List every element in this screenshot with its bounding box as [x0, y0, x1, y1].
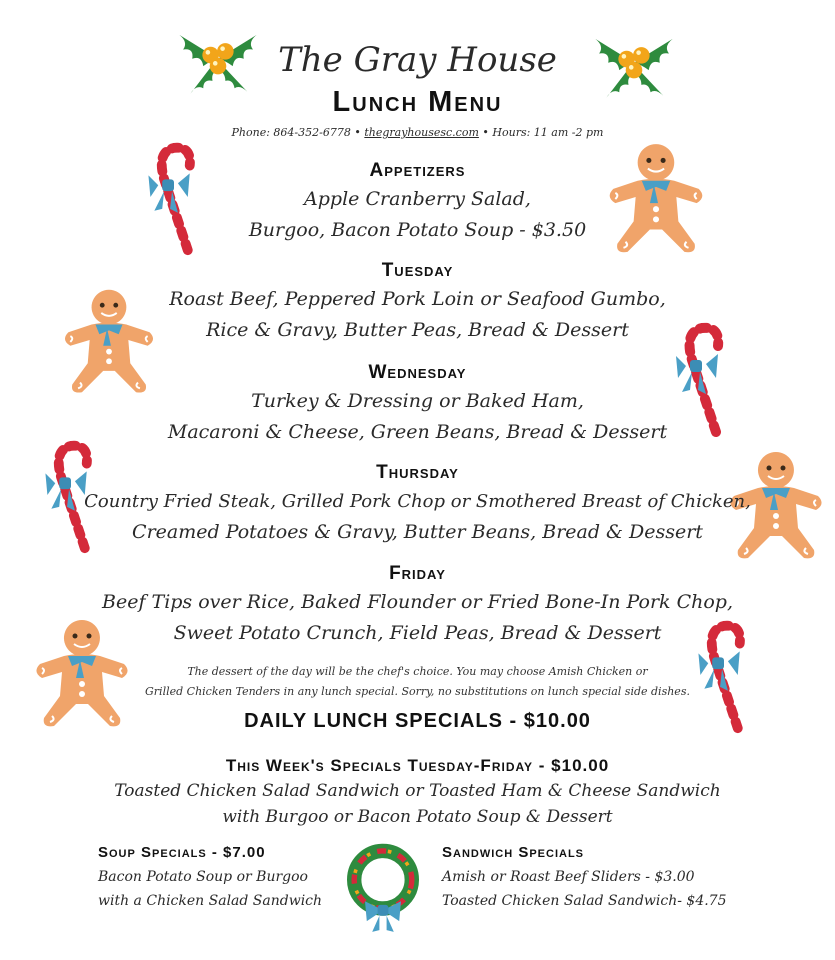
appetizers-line-2: Burgoo, Bacon Potato Soup - $3.50 [248, 219, 587, 241]
wednesday-line-1: Turkey & Dressing or Baked Ham, [251, 390, 584, 412]
wednesday-heading: Wednesday [368, 362, 467, 383]
dessert-note-line-1: The dessert of the day will be the chef's choice. You may choose Amish Chicken or [187, 665, 648, 678]
soup-specials-line-1: Bacon Potato Soup or Burgoo [98, 869, 308, 885]
appetizers-line-1: Apple Cranberry Salad, [304, 188, 531, 210]
friday-heading: Friday [389, 563, 446, 584]
friday-line-2: Sweet Potato Crunch, Field Peas, Bread & Dessert [173, 622, 662, 644]
weekly-specials-line-2: with Burgoo or Bacon Potato Soup & Dessert [222, 807, 613, 827]
bullet-icon: • [354, 126, 361, 139]
thursday-line-2: Creamed Potatoes & Gravy, Butter Beans, Bread & Dessert [132, 521, 703, 543]
daily-specials-heading: DAILY LUNCH SPECIALS - $10.00 [244, 710, 591, 732]
menu-title: The Gray House [278, 40, 557, 80]
website-link[interactable]: thegrayhousesc.com [364, 126, 479, 139]
sandwich-specials-heading: Sandwich Specials [442, 844, 585, 861]
bullet-icon: • [482, 126, 489, 139]
tuesday-line-2: Rice & Gravy, Butter Peas, Bread & Dessert [206, 319, 629, 341]
phone-text: Phone: 864-352-6778 [231, 126, 351, 139]
wednesday-line-2: Macaroni & Cheese, Green Beans, Bread & Dessert [167, 421, 668, 443]
wreath-icon [338, 836, 428, 936]
appetizers-heading: Appetizers [369, 160, 466, 181]
hours-text: Hours: 11 am -2 pm [492, 126, 604, 139]
weekly-specials-line-1: Toasted Chicken Salad Sandwich or Toasted Ham & Cheese Sandwich [114, 781, 721, 801]
thursday-line-1: Country Fried Steak, Grilled Pork Chop or Smothered Breast of Chicken, [84, 491, 751, 512]
menu-subtitle: Lunch Menu [332, 86, 503, 118]
friday-line-1: Beef Tips over Rice, Baked Flounder or Fried Bone-In Pork Chop, [102, 591, 733, 613]
dessert-note-line-2: Grilled Chicken Tenders in any lunch special. Sorry, no substitutions on lunch special side dishes. [145, 685, 690, 698]
soup-specials-line-2: with a Chicken Salad Sandwich [98, 893, 323, 909]
soup-specials-heading: Soup Specials - $7.00 [98, 844, 266, 861]
weekly-specials-heading: This Week's Specials Tuesday-Friday - $10.00 [225, 756, 610, 775]
sandwich-specials-line-1: Amish or Roast Beef Sliders - $3.00 [442, 869, 695, 885]
tuesday-heading: Tuesday [381, 260, 454, 281]
thursday-heading: Thursday [376, 462, 459, 483]
tuesday-line-1: Roast Beef, Peppered Pork Loin or Seafood Gumbo, [169, 288, 666, 310]
sandwich-specials-line-2: Toasted Chicken Salad Sandwich- $4.75 [442, 893, 727, 909]
contact-line [0, 126, 835, 139]
